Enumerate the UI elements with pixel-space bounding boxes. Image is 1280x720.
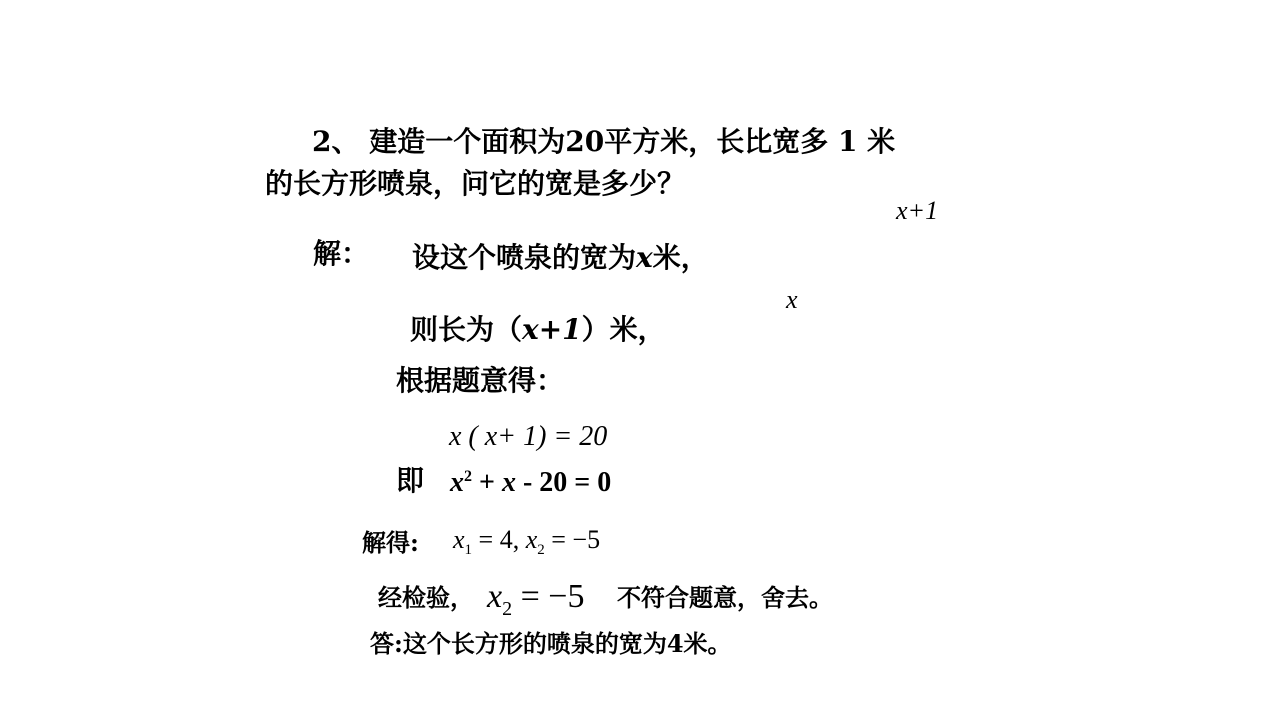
rectangle-width-label: x (786, 285, 798, 314)
x1-variable: x (453, 525, 465, 554)
assumption-suffix: 米， (652, 241, 709, 274)
length-line (410, 313, 666, 346)
expanded-x-linear: x (501, 467, 516, 498)
x2-subscript: 2 (537, 542, 545, 558)
solution-label: 解： (313, 237, 370, 270)
expanded-plus: + (472, 467, 502, 498)
assumption-prefix: 设这个喷泉的宽为 (412, 241, 637, 274)
solved-label: 解得: (362, 528, 419, 557)
expanded-exponent: 2 (464, 468, 472, 485)
expanded-equation (450, 469, 611, 497)
expanded-tail: - 20 = 0 (515, 467, 612, 498)
equation-line (449, 423, 607, 451)
basis-line: 根据题意得： (396, 364, 565, 397)
length-expression: x+1 (522, 313, 582, 346)
ji-label: 即 (396, 464, 425, 497)
check-subscript: 2 (502, 598, 513, 620)
answer-line: 答:这个长方形的喷泉的宽为4米。 (370, 629, 732, 658)
expanded-x: x (450, 467, 464, 498)
x2-value: = −5 (544, 525, 601, 554)
equation-text: x ( x+ 1) = 20 (449, 421, 608, 452)
check-prefix: 经检验， (378, 583, 474, 612)
problem-line-1: 2、 建造一个面积为20平方米，长比宽多 1 米 (312, 125, 896, 158)
x2-variable: x (525, 525, 538, 554)
x1-value: = 4, (472, 525, 526, 554)
check-variable: x (487, 578, 503, 615)
rectangle-length-label: x+1 (896, 196, 939, 225)
check-suffix: 不符合题意，舍去。 (617, 583, 833, 612)
check-value: = −5 (512, 578, 585, 615)
x1-subscript: 1 (464, 542, 473, 558)
length-prefix: 则长为（ (410, 313, 523, 346)
assumption-variable: x (636, 241, 653, 274)
solutions-formula (453, 527, 600, 558)
check-formula (487, 580, 584, 619)
problem-line-2: 的长方形喷泉，问它的宽是多少？ (265, 167, 686, 200)
length-suffix: ）米， (581, 313, 666, 346)
assumption-line (412, 241, 709, 274)
